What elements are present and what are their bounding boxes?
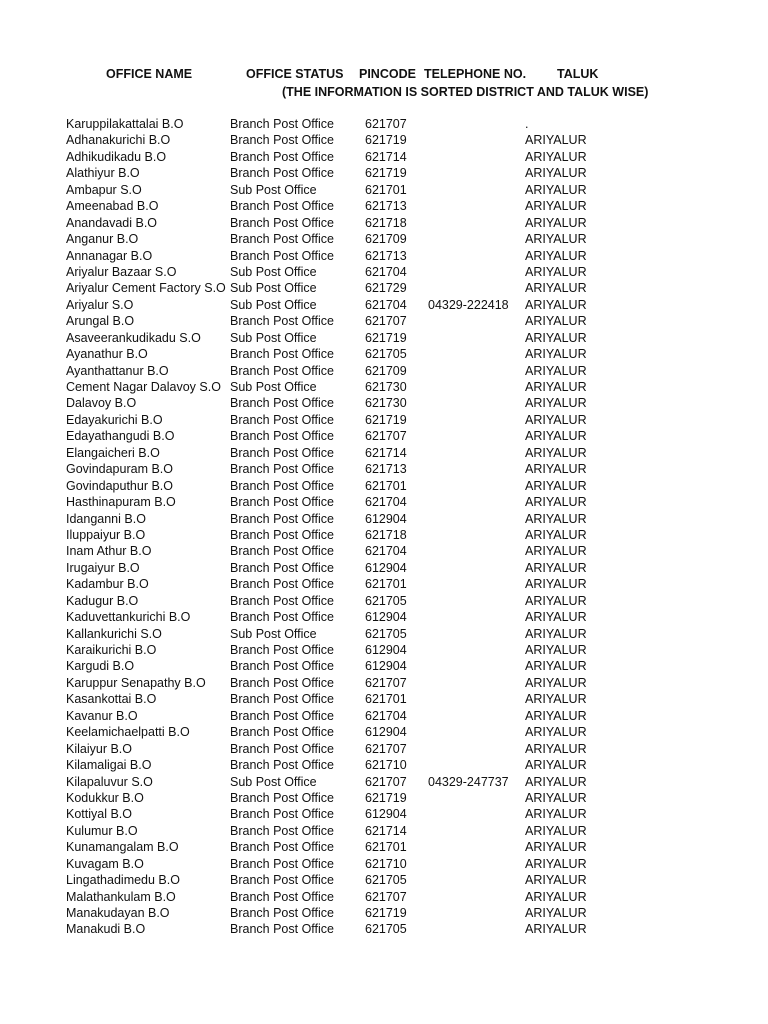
pincode-cell: 621730 [365,396,407,411]
table-row [0,856,768,872]
pincode-cell: 621707 [365,429,407,444]
table-row [0,313,768,329]
telephone-cell: 04329-247737 [428,774,509,789]
office-status-cell: Branch Post Office [230,922,334,937]
office-status-cell: Branch Post Office [230,133,334,148]
taluk-cell: ARIYALUR [525,478,587,493]
office-name-cell: Inam Athur B.O [66,544,152,559]
table-row [0,264,768,280]
taluk-cell: ARIYALUR [525,133,587,148]
office-name-cell: Kilaiyur B.O [66,741,132,756]
office-name-cell: Ariyalur Cement Factory S.O [66,281,226,296]
taluk-cell: ARIYALUR [525,511,587,526]
pincode-cell: 621709 [365,363,407,378]
office-name-cell: Ariyalur S.O [66,297,134,312]
taluk-cell: ARIYALUR [525,380,587,394]
office-name-cell: Kallankurichi S.O [66,626,162,641]
office-name-cell: Karaikurichi B.O [66,643,157,657]
taluk-cell: ARIYALUR [525,314,587,329]
taluk-cell: . [525,117,529,131]
pincode-cell: 621705 [365,626,407,641]
taluk-cell: ARIYALUR [525,593,587,608]
pincode-cell: 621707 [365,889,407,904]
office-status-cell: Branch Post Office [230,840,334,855]
taluk-cell: ARIYALUR [525,626,587,641]
taluk-cell: ARIYALUR [525,232,587,247]
office-status-cell: Branch Post Office [230,643,334,657]
office-status-cell: Branch Post Office [230,593,334,608]
office-status-cell: Branch Post Office [230,149,334,164]
pincode-cell: 621705 [365,873,407,888]
office-name-cell: Ambapur S.O [66,182,142,197]
office-name-cell: Edayathangudi B.O [66,429,175,444]
office-name-cell: Karuppur Senapathy B.O [66,675,206,690]
office-status-cell: Branch Post Office [230,659,334,674]
office-status-cell: Branch Post Office [230,117,334,131]
table-row [0,511,768,527]
taluk-cell: ARIYALUR [525,199,587,214]
office-name-cell: Adhikudikadu B.O [66,149,167,164]
pincode-cell: 612904 [365,560,407,575]
taluk-cell: ARIYALUR [525,330,587,345]
pincode-cell: 612904 [365,807,407,822]
office-name-cell: Edayakurichi B.O [66,412,163,427]
office-status-cell: Branch Post Office [230,248,334,263]
column-header-telephone: TELEPHONE NO. [424,67,527,81]
pincode-cell: 621701 [365,577,407,592]
taluk-cell: ARIYALUR [525,774,587,789]
table-row [0,593,768,609]
table-row [0,609,768,625]
taluk-cell: ARIYALUR [525,708,587,723]
office-name-cell: Manakudayan B.O [66,906,170,920]
table-row [0,297,768,313]
pincode-cell: 621719 [365,330,407,345]
office-status-cell: Branch Post Office [230,741,334,756]
table-row [0,724,768,740]
office-status-cell: Branch Post Office [230,495,334,510]
office-name-cell: Kunamangalam B.O [66,840,179,855]
taluk-cell: ARIYALUR [525,889,587,904]
office-name-cell: Kottiyal B.O [66,807,132,822]
column-header-office-name: OFFICE NAME [106,67,193,81]
table-row [0,461,768,477]
office-status-cell: Branch Post Office [230,215,334,230]
table-row [0,182,768,198]
office-status-cell: Branch Post Office [230,560,334,575]
office-status-cell: Branch Post Office [230,462,334,477]
table-row [0,757,768,773]
office-status-cell: Sub Post Office [230,774,317,789]
table-row [0,527,768,543]
office-name-cell: Malathankulam B.O [66,889,176,904]
office-status-cell: Sub Post Office [230,380,317,394]
taluk-cell: ARIYALUR [525,741,587,756]
table-row [0,691,768,707]
office-status-cell: Branch Post Office [230,577,334,592]
office-name-cell: Idanganni B.O [66,511,146,526]
pincode-cell: 621710 [365,758,407,773]
pincode-cell: 621705 [365,922,407,937]
table-row [0,445,768,461]
taluk-cell: ARIYALUR [525,264,587,279]
office-status-cell: Branch Post Office [230,314,334,329]
office-status-cell: Branch Post Office [230,363,334,378]
pincode-cell: 621718 [365,215,407,230]
pincode-cell: 612904 [365,659,407,674]
column-header-office-status: OFFICE STATUS [246,67,344,81]
pincode-cell: 621719 [365,790,407,805]
office-status-cell: Branch Post Office [230,856,334,871]
taluk-cell: ARIYALUR [525,445,587,460]
table-row [0,576,768,592]
taluk-cell: ARIYALUR [525,643,587,657]
office-name-cell: Dalavoy B.O [66,396,137,411]
office-name-cell: Govindapuram B.O [66,462,173,477]
table-row [0,708,768,724]
taluk-cell: ARIYALUR [525,347,587,362]
column-header-taluk: TALUK [557,67,599,81]
office-name-cell: Kilapaluvur S.O [66,774,153,789]
office-name-cell: Alathiyur B.O [66,166,140,181]
taluk-cell: ARIYALUR [525,248,587,263]
office-name-cell: Ayanathur B.O [66,347,148,362]
pincode-cell: 621704 [365,264,407,279]
office-name-cell: Kuvagam B.O [66,856,144,871]
taluk-cell: ARIYALUR [525,297,587,312]
office-status-cell: Branch Post Office [230,610,334,625]
taluk-cell: ARIYALUR [525,544,587,559]
taluk-cell: ARIYALUR [525,149,587,164]
office-status-cell: Branch Post Office [230,232,334,247]
pincode-cell: 621730 [365,380,407,394]
taluk-cell: ARIYALUR [525,560,587,575]
office-status-cell: Branch Post Office [230,906,334,920]
pincode-cell: 612904 [365,610,407,625]
table-row [0,198,768,214]
office-status-cell: Sub Post Office [230,330,317,345]
pincode-cell: 621704 [365,495,407,510]
office-name-cell: Anandavadi B.O [66,215,158,230]
office-status-cell: Branch Post Office [230,511,334,526]
pincode-cell: 621707 [365,675,407,690]
table-row [0,363,768,379]
taluk-cell: ARIYALUR [525,922,587,937]
office-status-cell: Sub Post Office [230,626,317,641]
pincode-cell: 621710 [365,856,407,871]
taluk-cell: ARIYALUR [525,856,587,871]
table-row [0,658,768,674]
pincode-cell: 621718 [365,527,407,542]
pincode-cell: 621707 [365,774,407,789]
pincode-cell: 621713 [365,462,407,477]
office-status-cell: Sub Post Office [230,264,317,279]
office-status-cell: Branch Post Office [230,527,334,542]
office-name-cell: Ameenabad B.O [66,199,159,214]
pincode-cell: 612904 [365,725,407,740]
office-name-cell: Kodukkur B.O [66,790,144,805]
pincode-cell: 621704 [365,297,407,312]
taluk-cell: ARIYALUR [525,692,587,707]
telephone-cell: 04329-222418 [428,297,509,312]
table-row [0,494,768,510]
taluk-cell: ARIYALUR [525,675,587,690]
taluk-cell: ARIYALUR [525,281,587,296]
pincode-cell: 621719 [365,412,407,427]
pincode-cell: 621709 [365,232,407,247]
table-row [0,428,768,444]
table-row [0,774,768,790]
taluk-cell: ARIYALUR [525,659,587,674]
taluk-cell: ARIYALUR [525,577,587,592]
pincode-cell: 621701 [365,692,407,707]
taluk-cell: ARIYALUR [525,166,587,181]
office-status-cell: Branch Post Office [230,478,334,493]
pincode-cell: 621714 [365,823,407,838]
pincode-cell: 621707 [365,314,407,329]
office-status-cell: Branch Post Office [230,823,334,838]
office-name-cell: Keelamichaelpatti B.O [66,725,190,740]
office-name-cell: Ayanthattanur B.O [66,363,169,378]
table-row [0,231,768,247]
pincode-cell: 621704 [365,544,407,559]
office-status-cell: Branch Post Office [230,725,334,740]
table-row [0,839,768,855]
office-status-cell: Branch Post Office [230,412,334,427]
office-status-cell: Branch Post Office [230,758,334,773]
pincode-cell: 612904 [365,511,407,526]
office-status-cell: Branch Post Office [230,675,334,690]
pincode-cell: 612904 [365,643,407,657]
pincode-cell: 621714 [365,445,407,460]
office-table-body [0,116,768,938]
office-status-cell: Branch Post Office [230,445,334,460]
table-row [0,889,768,905]
office-status-cell: Branch Post Office [230,396,334,411]
office-name-cell: Kasankottai B.O [66,692,157,707]
office-name-cell: Cement Nagar Dalavoy S.O [66,380,221,394]
table-row [0,379,768,395]
table-row [0,248,768,264]
table-row [0,560,768,576]
pincode-cell: 621701 [365,478,407,493]
table-row [0,165,768,181]
taluk-cell: ARIYALUR [525,363,587,378]
taluk-cell: ARIYALUR [525,790,587,805]
table-row [0,626,768,642]
office-name-cell: Manakudi B.O [66,922,146,937]
table-row [0,921,768,937]
office-name-cell: Adhanakurichi B.O [66,133,171,148]
office-status-cell: Branch Post Office [230,692,334,707]
table-row [0,806,768,822]
office-status-cell: Branch Post Office [230,790,334,805]
pincode-cell: 621713 [365,199,407,214]
taluk-cell: ARIYALUR [525,462,587,477]
table-row [0,346,768,362]
taluk-cell: ARIYALUR [525,758,587,773]
office-name-cell: Karuppilakattalai B.O [66,117,184,131]
office-status-cell: Sub Post Office [230,297,317,312]
taluk-cell: ARIYALUR [525,807,587,822]
office-name-cell: Arungal B.O [66,314,135,329]
office-name-cell: Kadambur B.O [66,577,149,592]
pincode-cell: 621707 [365,117,407,131]
table-row [0,790,768,806]
pincode-cell: 621705 [365,347,407,362]
office-status-cell: Branch Post Office [230,889,334,904]
office-status-cell: Branch Post Office [230,347,334,362]
table-row [0,543,768,559]
pincode-cell: 621701 [365,182,407,197]
office-name-cell: Hasthinapuram B.O [66,495,176,510]
office-status-cell: Branch Post Office [230,544,334,559]
column-header-pincode: PINCODE [359,67,416,81]
pincode-cell: 621701 [365,840,407,855]
table-row [0,905,768,921]
taluk-cell: ARIYALUR [525,495,587,510]
table-row [0,823,768,839]
table-row [0,330,768,346]
office-name-cell: Ariyalur Bazaar S.O [66,264,177,279]
taluk-cell: ARIYALUR [525,215,587,230]
office-name-cell: Iluppaiyur B.O [66,527,146,542]
office-name-cell: Annanagar B.O [66,248,153,263]
table-row [0,280,768,296]
taluk-cell: ARIYALUR [525,906,587,920]
pincode-cell: 621704 [365,708,407,723]
table-row [0,149,768,165]
office-status-cell: Branch Post Office [230,708,334,723]
taluk-cell: ARIYALUR [525,429,587,444]
table-row [0,215,768,231]
pincode-cell: 621705 [365,593,407,608]
taluk-cell: ARIYALUR [525,182,587,197]
office-name-cell: Kargudi B.O [66,659,135,674]
pincode-cell: 621713 [365,248,407,263]
table-row [0,872,768,888]
pincode-cell: 621707 [365,741,407,756]
taluk-cell: ARIYALUR [525,396,587,411]
sort-note: (THE INFORMATION IS SORTED DISTRICT AND TALUK WISE) [282,85,649,99]
office-name-cell: Lingathadimedu B.O [66,873,180,888]
office-name-cell: Kaduvettankurichi B.O [66,610,191,625]
pincode-cell: 621719 [365,906,407,920]
taluk-cell: ARIYALUR [525,873,587,888]
office-name-cell: Elangaicheri B.O [66,445,160,460]
office-name-cell: Asaveerankudikadu S.O [66,330,201,345]
office-name-cell: Govindaputhur B.O [66,478,174,493]
office-status-cell: Branch Post Office [230,807,334,822]
office-name-cell: Kavanur B.O [66,708,138,723]
office-name-cell: Irugaiyur B.O [66,560,140,575]
table-row [0,395,768,411]
taluk-cell: ARIYALUR [525,840,587,855]
table-row [0,675,768,691]
office-status-cell: Sub Post Office [230,281,317,296]
office-status-cell: Sub Post Office [230,182,317,197]
office-name-cell: Anganur B.O [66,232,139,247]
taluk-cell: ARIYALUR [525,725,587,740]
office-status-cell: Branch Post Office [230,199,334,214]
taluk-cell: ARIYALUR [525,610,587,625]
taluk-cell: ARIYALUR [525,412,587,427]
office-status-cell: Branch Post Office [230,873,334,888]
table-row [0,478,768,494]
table-row [0,132,768,148]
office-name-cell: Kadugur B.O [66,593,139,608]
table-row [0,412,768,428]
table-row [0,642,768,658]
office-name-cell: Kilamaligai B.O [66,758,152,773]
taluk-cell: ARIYALUR [525,527,587,542]
pincode-cell: 621719 [365,166,407,181]
table-row [0,741,768,757]
office-status-cell: Branch Post Office [230,166,334,181]
pincode-cell: 621714 [365,149,407,164]
office-name-cell: Kulumur B.O [66,823,138,838]
pincode-cell: 621719 [365,133,407,148]
taluk-cell: ARIYALUR [525,823,587,838]
table-row [0,116,768,132]
office-status-cell: Branch Post Office [230,429,334,444]
pincode-cell: 621729 [365,281,407,296]
